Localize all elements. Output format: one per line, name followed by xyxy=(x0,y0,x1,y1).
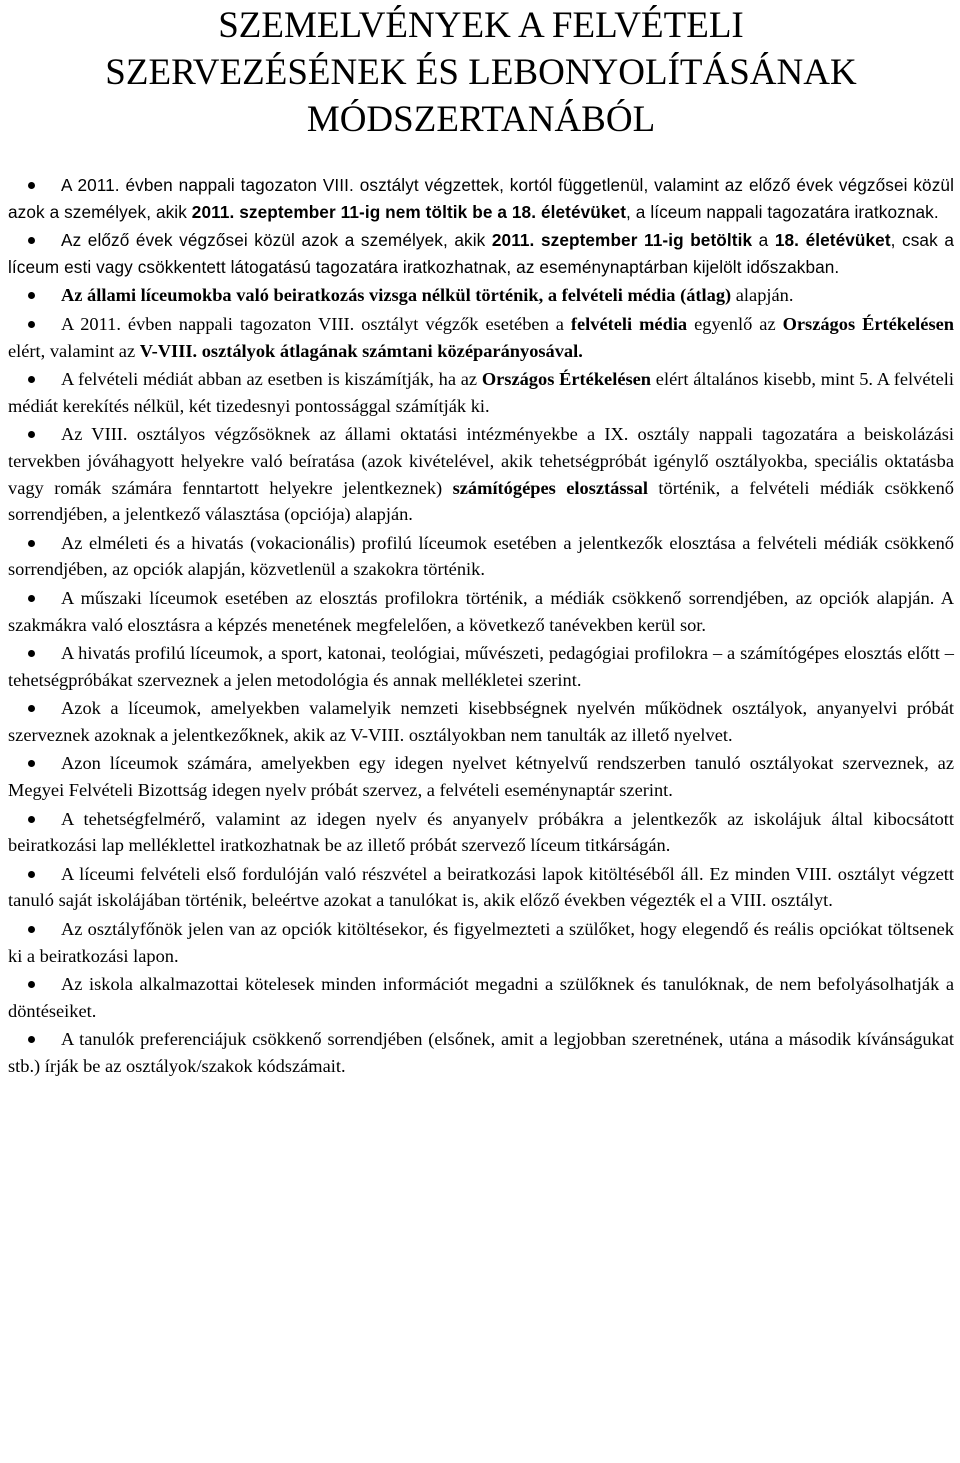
text-segment: Az iskola alkalmazottai kötelesek minden információt megadni a szülőknek és tanulóknak, de nem befolyásolhatják a döntéseiket. xyxy=(8,974,954,1021)
list-item xyxy=(8,640,954,693)
bullet-icon xyxy=(28,926,35,933)
bold-text: felvételi média xyxy=(570,313,688,334)
bullet-icon xyxy=(28,760,35,767)
text-segment: Az előző évek végzősei közül azok a személyek, akik xyxy=(61,230,492,251)
text-segment: egyenlő az xyxy=(687,313,783,334)
text-segment: Azok a líceumok, amelyekben valamelyik nemzeti kisebbségnek nyelvén működnek osztályok, anyanyelvi próbát szerveznek azoknak a jelentkezőknek, akik az V-VIII. osztályokban nem tanulták az illető nyelvet. xyxy=(8,698,954,745)
bold-text: Országos Értékelésen xyxy=(481,369,652,390)
list-item xyxy=(8,695,954,748)
text-segment: , a líceum nappali tagozatára iratkoznak. xyxy=(626,201,939,222)
bold-text: 2011. szeptember 11-ig nem töltik be a 18. életévüket xyxy=(191,201,627,222)
list-item xyxy=(8,227,954,280)
bullet-icon xyxy=(28,540,35,547)
list-item xyxy=(8,530,954,583)
bullet-icon xyxy=(28,595,35,602)
text-segment: a xyxy=(752,230,775,251)
list-item xyxy=(8,172,954,225)
bullet-icon xyxy=(28,816,35,823)
text-segment: történik, a felvételi médiák csökkenő sorrendjében, a jelentkező választása (opciója) alapján. xyxy=(8,477,954,525)
list-item xyxy=(8,311,954,364)
text-segment: elért általános kisebb, mint 5. A felvételi médiát kerekítés nélkül, két tizedesnyi pontossággal számítják ki. xyxy=(8,369,954,416)
text-segment: A 2011. évben nappali tagozaton VIII. osztályt végzők esetében a xyxy=(61,313,571,334)
text-segment: A tehetségfelmérő, valamint az idegen nyelv és anyanyelv próbákra a jelentkezők az iskolájuk által kibocsátott beiratkozási lap melléklettel iratkozhatnak be az illető próbát szervező líceum titkárságán. xyxy=(8,808,954,856)
bold-text: 18. életévüket xyxy=(774,230,891,251)
text-segment: Az elméleti és a hivatás (vokacionális) profilú líceumok esetében a jelentkezők elosztása a felvételi médiák csökkenő sorrendjében, az opciók alapján, közvetlenül a szakokra történik. xyxy=(8,532,954,580)
list-item xyxy=(8,971,954,1024)
text-segment: A műszaki líceumok esetében az elosztás profilokra történik, a médiák csökkenő sorrendjében, az opciók alapján. A szakmákra való elosztásra a képzés menetének megfelelően, a következő tanévekben kerül sor. xyxy=(8,587,954,635)
bullet-icon xyxy=(28,292,35,299)
bullet-icon xyxy=(28,981,35,988)
bullet-icon xyxy=(28,182,35,189)
text-segment: Az VIII. osztályos végzősöknek az állami oktatási intézményekbe a IX. osztály nappali tagozatára a beiskolázási tervekben jóváhagyott helyekre való beíratása (azok kivételével, akik tehetségpróbát igénylő osztályokba, speciális oktatásba vagy romák számára fenntartott helyekre jelentkeznek) xyxy=(8,424,954,498)
text-segment: Azon líceumok számára, amelyekben egy idegen nyelvet kétnyelvű rendszerben tanuló osztályokat szerveznek, az Megyei Felvételi Bizottság idegen nyelv próbát szervez, a felvételi eseménynaptár szerint. xyxy=(8,753,954,801)
text-segment: A líceumi felvételi első fordulóján való részvétel a beiratkozási lapok kitöltéséből áll. Ez minden VIII. osztályt végzett tanuló saját iskolájában történik, beleértve azokat a tanulókat is, akik előző években végezték el a VIII. osztályt. xyxy=(8,863,954,911)
text-segment: elért, valamint az xyxy=(8,340,140,361)
bullet-icon xyxy=(28,321,35,328)
title-line-1: SZEMELVÉNYEK A FELVÉTELI xyxy=(218,5,744,46)
page-title xyxy=(8,2,954,143)
list-item xyxy=(8,1026,954,1079)
text-segment: A 2011. évben nappali tagozaton VIII. osztályt végzettek, kortól függetlenül, valamint az előző évek végzősei közül azok a személyek, akik xyxy=(8,175,954,222)
list-item xyxy=(8,750,954,803)
title-line-3: MÓDSZERTANÁBÓL xyxy=(306,99,656,140)
bold-text: számítógépes elosztással xyxy=(452,477,648,498)
text-segment: A tanulók preferenciájuk csökkenő sorrendjében (elsőnek, amit a legjobban szeretnének, utána a második kívánságukat stb.) írják be az osztályok/szakok kódszámait. xyxy=(8,1029,954,1076)
list-item xyxy=(8,421,954,527)
list-item xyxy=(8,282,954,309)
bold-text: V-VIII. osztályok átlagának számtani középarányosával. xyxy=(139,340,583,361)
title-line-2: SZERVEZÉSÉNEK ÉS LEBONYOLÍTÁSÁNAK xyxy=(105,52,857,93)
list-item xyxy=(8,916,954,969)
list-item xyxy=(8,806,954,859)
bold-text: 2011. szeptember 11-ig betöltik xyxy=(491,230,753,251)
bold-text: felvételi média (átlag) xyxy=(561,285,732,306)
bullet-icon xyxy=(28,705,35,712)
text-segment: , csak a líceum esti vagy csökkentett látogatású tagozatára iratkozhatnak, az eseménynaptárban kijelölt időszakban. xyxy=(8,230,954,277)
bullet-icon xyxy=(28,376,35,383)
text-segment: alapján. xyxy=(731,285,794,306)
bullet-icon xyxy=(28,1036,35,1043)
list-item xyxy=(8,366,954,419)
list-item xyxy=(8,861,954,914)
text-segment: A hivatás profilú líceumok, a sport, katonai, teológiai, művészeti, pedagógiai profilokra – a számítógépes elosztás előtt – tehetségpróbákat szerveznek a jelen metodológia és annak mellékletei szerint. xyxy=(8,643,954,690)
bold-text: Országos Értékelésen xyxy=(782,313,955,334)
bullet-icon xyxy=(28,237,35,244)
bullet-list xyxy=(8,172,954,1080)
text-segment: A felvételi médiát abban az esetben is kiszámítják, ha az xyxy=(61,369,482,390)
list-item xyxy=(8,585,954,638)
bullet-icon xyxy=(28,650,35,657)
bullet-icon xyxy=(28,431,35,438)
text-segment: Az osztályfőnök jelen van az opciók kitöltésekor, és figyelmezteti a szülőket, hogy elegendő és reális opciókat töltsenek ki a beiratkozási lapon. xyxy=(8,919,954,966)
bullet-icon xyxy=(28,871,35,878)
bold-text: Az állami líceumokba való beiratkozás vizsga nélkül történik, a xyxy=(61,285,562,306)
